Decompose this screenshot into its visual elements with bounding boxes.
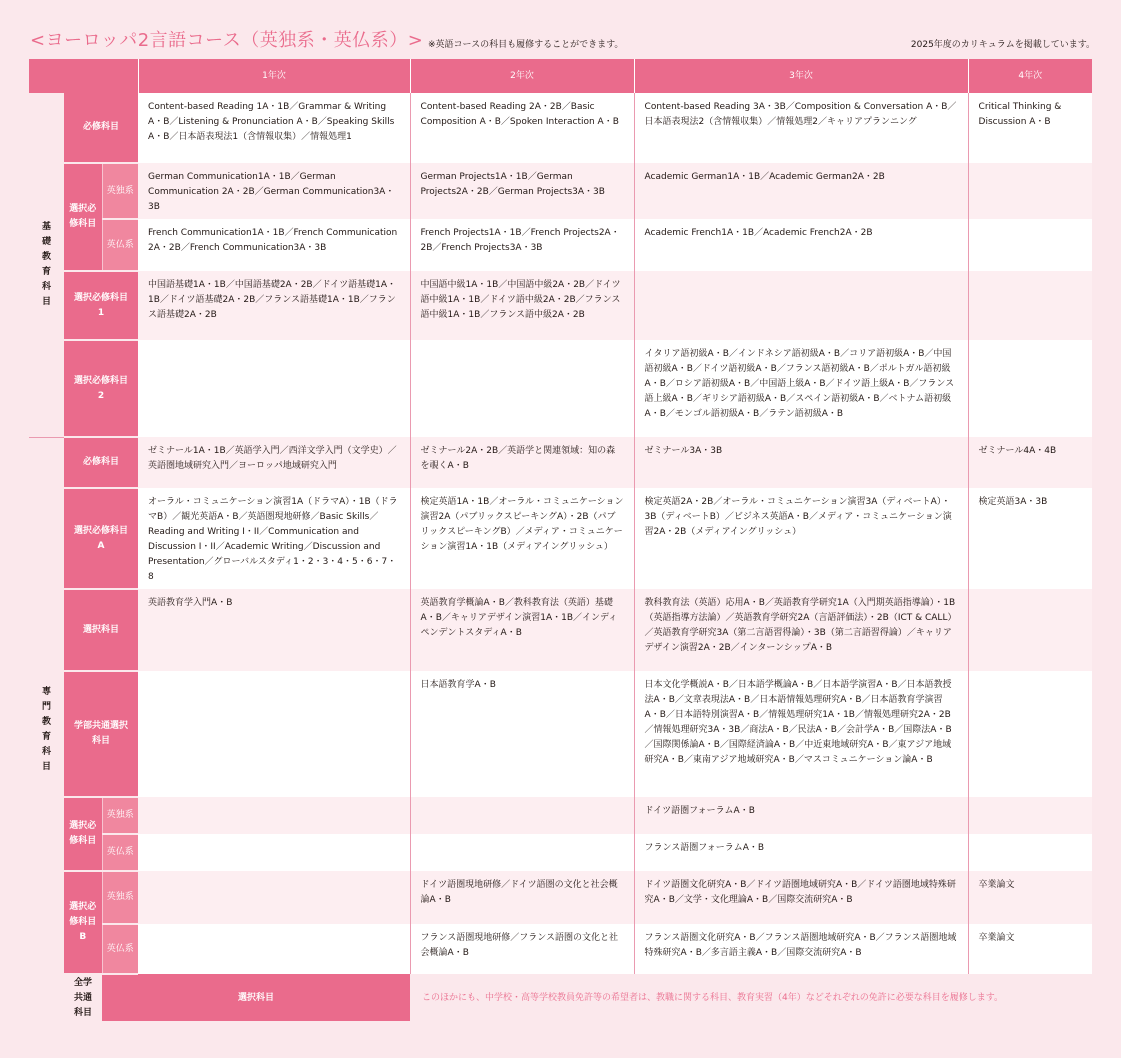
cell-major-required-y4: ゼミナール4A・4B [968, 437, 1092, 488]
cell-basic-fr-y4 [968, 219, 1092, 271]
table-row [29, 974, 1092, 1022]
table-row [29, 797, 1092, 834]
row-label-elective-required-2: 選択必修科目2 [64, 340, 138, 437]
table-row [29, 93, 1092, 163]
cell-major-b-ger-y2: ドイツ語圏現地研修／ドイツ語圏の文化と社会概論A・B [410, 871, 634, 924]
row-label-elective-required-1: 選択必修科目1 [64, 271, 138, 340]
cell-major-er-fr-y4 [968, 834, 1092, 871]
cell-major-faculty-y4 [968, 671, 1092, 797]
cell-major-b-ger-y4: 卒業論文 [968, 871, 1092, 924]
table-row [29, 219, 1092, 271]
table-row [29, 437, 1092, 488]
category-major: 専門教育科目 [29, 437, 64, 1022]
cell-major-faculty-y1 [138, 671, 410, 797]
cell-major-elective-y3: 教科教育法（英語）応用A・B／英語教育学研究1A（入門期英語指導論）・1B（英語指導方法論）／英語教育学研究2A（言語評価法）・2B（ICT & CALL）／英語教育学研究3A（第二言語習得論）・3B（第二言語習得論）／キャリアデザイン演習2A・2B／インターンシップA・B [634, 589, 968, 671]
cell-major-b-fr-y4: 卒業論文 [968, 924, 1092, 974]
row-sublabel-eng-fr: 英仏系 [102, 834, 138, 871]
year-3-header: 3年次 [634, 59, 968, 93]
cell-major-elective-a-y3: 検定英語2A・2B／オーラル・コミュニケーション演習3A（ディベートA）・3B（ディベートB）／ビジネス英語A・B／メディア・コミュニケーション演習2A・2B（メディアイングリッシュ） [634, 488, 968, 589]
cell-basic-ger-y1: German Communication1A・1B／German Communication 2A・2B／German Communication3A・3B [138, 163, 410, 219]
cell-major-er-fr-y2 [410, 834, 634, 871]
table-row [29, 924, 1092, 974]
cell-major-elective-y1: 英語教育学入門A・B [138, 589, 410, 671]
category-general: 全学共通科目 [64, 974, 102, 1022]
table-row [29, 871, 1092, 924]
cell-major-elective-a-y1: オーラル・コミュニケーション演習1A（ドラマA）・1B（ドラマB）／観光英語A・B／英語圏現地研修／Basic Skills／Reading and Writing I・II／Communication and Discussion I・II／Academic Writing／Discussion and Presentation／グローバルスタディ1・2・3・4・5・6・7・8 [138, 488, 410, 589]
table-row [29, 834, 1092, 871]
cell-basic-elective2-y1 [138, 340, 410, 437]
page-header [30, 26, 1095, 54]
row-label-major-required: 必修科目 [64, 437, 138, 488]
cell-basic-elective2-y2 [410, 340, 634, 437]
cell-major-elective-y4 [968, 589, 1092, 671]
row-sublabel-eng-ger: 英独系 [102, 797, 138, 834]
cell-basic-elective1-y1: 中国語基礎1A・1B／中国語基礎2A・2B／ドイツ語基礎1A・1B／ドイツ語基礎2A・2B／フランス語基礎1A・1B／フランス語基礎2A・2B [138, 271, 410, 340]
cell-basic-ger-y2: German Projects1A・1B／German Projects2A・2B／German Projects3A・3B [410, 163, 634, 219]
cell-major-er-fr-y1 [138, 834, 410, 871]
cell-basic-fr-y2: French Projects1A・1B／French Projects2A・2B／French Projects3A・3B [410, 219, 634, 271]
general-note: このほかにも、中学校・高等学校教員免許等の希望者は、教職に関する科目、教育実習（4年）などそれぞれの免許に必要な科目を履修します。 [410, 974, 1092, 1022]
cell-major-required-y3: ゼミナール3A・3B [634, 437, 968, 488]
cell-major-b-fr-y1 [138, 924, 410, 974]
row-label-basic-elective-required: 選択必修科目 [64, 163, 102, 271]
cell-basic-required-y4: Critical Thinking & Discussion A・B [968, 93, 1092, 163]
row-sublabel-eng-fr: 英仏系 [102, 219, 138, 271]
table-row [29, 271, 1092, 340]
row-label-general-elective: 選択科目 [102, 974, 410, 1022]
cell-basic-elective1-y2: 中国語中級1A・1B／中国語中級2A・2B／ドイツ語中級1A・1B／ドイツ語中級2A・2B／フランス語中級1A・1B／フランス語中級2A・2B [410, 271, 634, 340]
row-sublabel-eng-fr: 英仏系 [102, 924, 138, 974]
header-note: ※英語コースの科目も履修することができます。 [428, 40, 624, 50]
cell-basic-ger-y4 [968, 163, 1092, 219]
cell-major-faculty-y3: 日本文化学概説A・B／日本語学概論A・B／日本語学演習A・B／日本語教授法A・B／文章表現法A・B／日本語情報処理研究A・B／日本語教育学演習A・B／日本語特別演習A・B／情報処理研究1A・1B／情報処理研究2A・2B／情報処理研究3A・3B／商法A・B／民法A・B／会計学A・B／国際法A・B／国際関係論A・B／国際経済論A・B／中近東地域研究A・B／東アジア地域研究A・B／東南アジア地域研究A・B／マスコミュニケーション論A・B [634, 671, 968, 797]
year-4-header: 4年次 [968, 59, 1092, 93]
header-corner [29, 59, 138, 93]
cell-basic-required-y3: Content-based Reading 3A・3B／Composition & Conversation A・B／日本語表現法2（含情報収集）／情報処理2／キャリアプランニング [634, 93, 968, 163]
cell-basic-ger-y3: Academic German1A・1B／Academic German2A・2B [634, 163, 968, 219]
cell-basic-fr-y1: French Communication1A・1B／French Communication 2A・2B／French Communication3A・3B [138, 219, 410, 271]
row-label-major-elective: 選択科目 [64, 589, 138, 671]
cell-major-er-fr-y3: フランス語圏フォーラムA・B [634, 834, 968, 871]
curriculum-table [29, 59, 1092, 1023]
table-row [29, 589, 1092, 671]
year-2-header: 2年次 [410, 59, 634, 93]
cell-basic-required-y1: Content-based Reading 1A・1B／Grammar & Writing A・B／Listening & Pronunciation A・B／Speaking Skills A・B／日本語表現法1（含情報収集）／情報処理1 [138, 93, 410, 163]
table-row [29, 340, 1092, 437]
cell-basic-elective1-y4 [968, 271, 1092, 340]
row-label-elective-required-b: 選択必修科目B [64, 871, 102, 974]
row-label-major-elective-required: 選択必修科目 [64, 797, 102, 871]
table-row [29, 163, 1092, 219]
cell-major-b-fr-y2: フランス語圏現地研修／フランス語圏の文化と社会概論A・B [410, 924, 634, 974]
row-sublabel-eng-ger: 英独系 [102, 871, 138, 924]
cell-basic-required-y2: Content-based Reading 2A・2B／Basic Composition A・B／Spoken Interaction A・B [410, 93, 634, 163]
cell-major-elective-y2: 英語教育学概論A・B／教科教育法（英語）基礎A・B／キャリアデザイン演習1A・1B／インディペンデントスタディA・B [410, 589, 634, 671]
cell-basic-fr-y3: Academic French1A・1B／Academic French2A・2B [634, 219, 968, 271]
row-label-elective-required-a: 選択必修科目A [64, 488, 138, 589]
category-basic: 基礎教育科目 [29, 93, 64, 437]
year-1-header: 1年次 [138, 59, 410, 93]
cell-basic-elective2-y4 [968, 340, 1092, 437]
cell-major-er-ger-y2 [410, 797, 634, 834]
cell-major-er-ger-y3: ドイツ語圏フォーラムA・B [634, 797, 968, 834]
cell-major-elective-a-y4: 検定英語3A・3B [968, 488, 1092, 589]
row-label-basic-required: 必修科目 [64, 93, 138, 163]
year-header-row [29, 59, 1092, 93]
cell-major-er-ger-y1 [138, 797, 410, 834]
year-note: 2025年度のカリキュラムを掲載しています。 [910, 40, 1095, 50]
cell-major-required-y1: ゼミナール1A・1B／英語学入門／西洋文学入門（文学史）／英語圏地域研究入門／ヨーロッパ地域研究入門 [138, 437, 410, 488]
cell-major-b-fr-y3: フランス語圏文化研究A・B／フランス語圏地域研究A・B／フランス語圏地域特殊研究A・B／多言語主義A・B／国際交流研究A・B [634, 924, 968, 974]
table-row [29, 488, 1092, 589]
cell-major-required-y2: ゼミナール2A・2B／英語学と関連領域：知の森を覗くA・B [410, 437, 634, 488]
cell-major-elective-a-y2: 検定英語1A・1B／オーラル・コミュニケーション演習2A（パブリックスピーキングA）・2B（パブリックスピーキングB）／メディア・コミュニケーション演習1A・1B（メディアイングリッシュ） [410, 488, 634, 589]
page-title: <ヨーロッパ2言語コース（英独系・英仏系）> [30, 30, 424, 51]
cell-major-b-ger-y3: ドイツ語圏文化研究A・B／ドイツ語圏地域研究A・B／ドイツ語圏地域特殊研究A・B／文学・文化理論A・B／国際交流研究A・B [634, 871, 968, 924]
cell-basic-elective1-y3 [634, 271, 968, 340]
row-label-faculty-common: 学部共通選択科目 [64, 671, 138, 797]
row-sublabel-eng-ger: 英独系 [102, 163, 138, 219]
table-row [29, 671, 1092, 797]
cell-major-b-ger-y1 [138, 871, 410, 924]
cell-basic-elective2-y3: イタリア語初級A・B／インドネシア語初級A・B／コリア語初級A・B／中国語初級A・B／ドイツ語初級A・B／フランス語初級A・B／ポルトガル語初級A・B／ロシア語初級A・B／中国語上級A・B／ドイツ語上級A・B／フランス語上級A・B／ギリシア語初級A・B／スペイン語初級A・B／ベトナム語初級A・B／モンゴル語初級A・B／ラテン語初級A・B [634, 340, 968, 437]
cell-major-faculty-y2: 日本語教育学A・B [410, 671, 634, 797]
cell-major-er-ger-y4 [968, 797, 1092, 834]
